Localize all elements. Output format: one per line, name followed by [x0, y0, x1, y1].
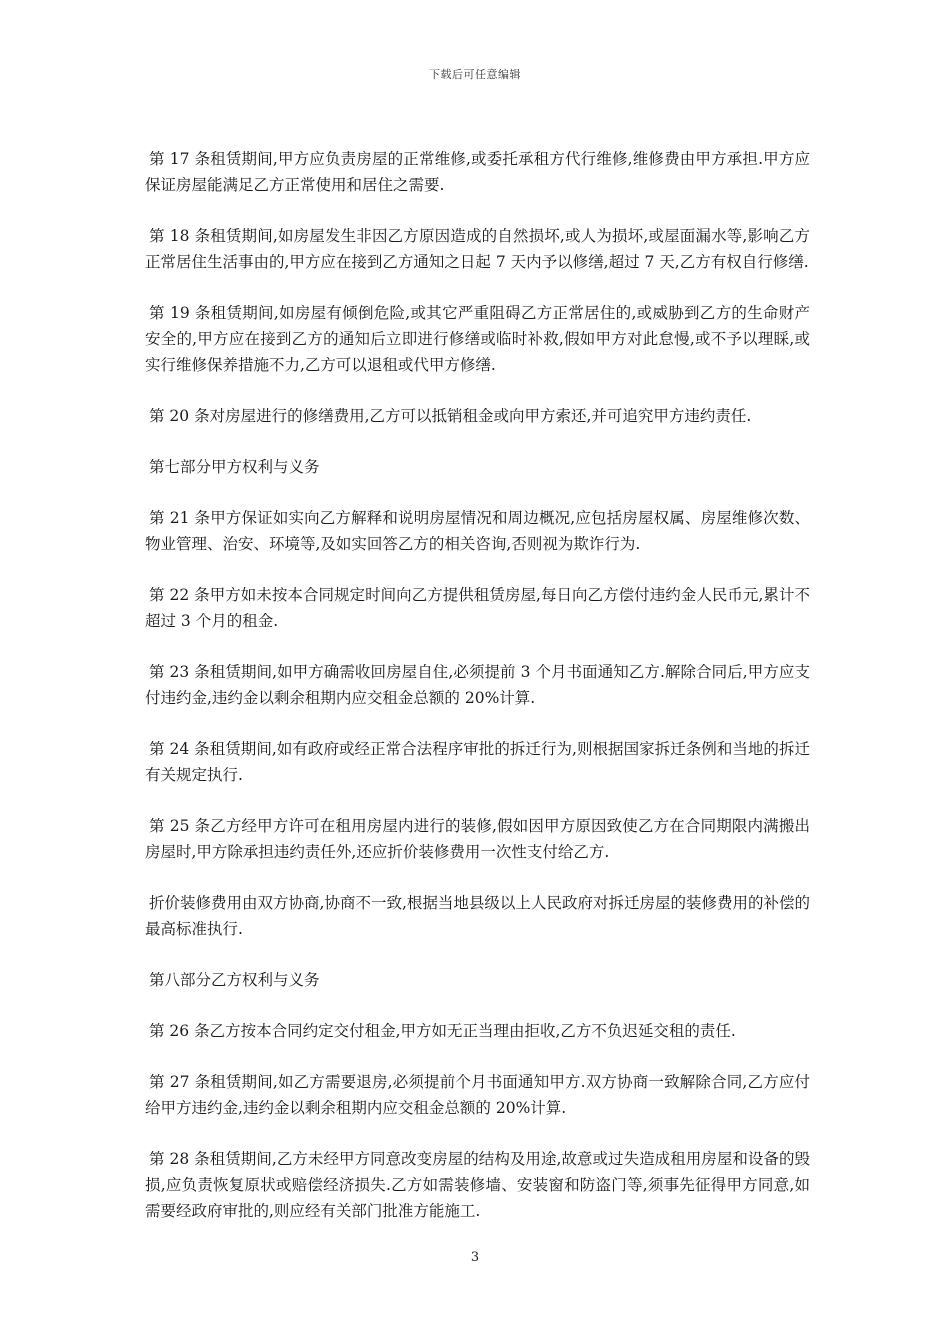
article-26: 第 26 条乙方按本合同约定交付租金,甲方如无正当理由拒收,乙方不负迟延交租的责任.	[149, 1022, 736, 1040]
article-23: 第 23 条租赁期间,如甲方确需收回房屋自住,必须提前 3 个月书面通知乙方.解除合同后,甲方应支付违约金,违约金以剩余租期内应交租金总额的 20%计算.	[145, 663, 810, 707]
article-24: 第 24 条租赁期间,如有政府或经正常合法程序审批的拆迁行为,则根据国家拆迁条例和当地的拆迁有关规定执行.	[145, 740, 810, 784]
page-header: 下载后可任意编辑	[429, 68, 521, 81]
article-25-supplement: 折价装修费用由双方协商,协商不一致,根据当地县级以上人民政府对拆迁房屋的装修费用的补偿的最高标准执行.	[145, 894, 810, 938]
article-19: 第 19 条租赁期间,如房屋有倾倒危险,或其它严重阻碍乙方正常居住的,或威胁到乙方的生命财产安全的,甲方应在接到乙方的通知后立即进行修缮或临时补救,假如甲方对此怠慢,或不予以理睬,或实行维修保养措施不力,乙方可以退租或代甲方修缮.	[145, 304, 810, 374]
article-28: 第 28 条租赁期间,乙方未经甲方同意改变房屋的结构及用途,故意或过失造成租用房屋和设备的毁损,应负责恢复原状或赔偿经济损失.乙方如需装修墙、安装窗和防盗门等,须事先征得甲方同意,如需要经政府审批的,则应经有关部门批准方能施工.	[145, 1150, 810, 1220]
section-heading-part-8: 第八部分乙方权利与义务	[149, 971, 320, 989]
article-25: 第 25 条乙方经甲方许可在租用房屋内进行的装修,假如因甲方原因致使乙方在合同期限内满搬出房屋时,甲方除承担违约责任外,还应折价装修费用一次性支付给乙方.	[145, 817, 810, 861]
section-heading-part-7: 第七部分甲方权利与义务	[149, 458, 320, 476]
article-17: 第 17 条租赁期间,甲方应负责房屋的正常维修,或委托承租方代行维修,维修费由甲方承担.甲方应保证房屋能满足乙方正常使用和居住之需要.	[145, 150, 810, 194]
page-number: 3	[470, 1250, 480, 1265]
article-27: 第 27 条租赁期间,如乙方需要退房,必须提前个月书面通知甲方.双方协商一致解除合同,乙方应付给甲方违约金,违约金以剩余租期内应交租金总额的 20%计算.	[145, 1073, 810, 1117]
article-22: 第 22 条甲方如未按本合同规定时间向乙方提供租赁房屋,每日向乙方偿付违约金人民币元,累计不超过 3 个月的租金.	[145, 586, 810, 630]
article-20: 第 20 条对房屋进行的修缮费用,乙方可以抵销租金或向甲方索还,并可追究甲方违约责任.	[149, 407, 752, 425]
article-21: 第 21 条甲方保证如实向乙方解释和说明房屋情况和周边概况,应包括房屋权属、房屋维修次数、物业管理、治安、环境等,及如实回答乙方的相关咨询,否则视为欺诈行为.	[145, 509, 810, 553]
document-body	[145, 146, 810, 1249]
article-18: 第 18 条租赁期间,如房屋发生非因乙方原因造成的自然损坏,或人为损坏,或屋面漏水等,影响乙方正常居住生活事由的,甲方应在接到乙方通知之日起 7 天内予以修缮,超过 7 天,乙方有权自行修缮.	[145, 227, 810, 271]
